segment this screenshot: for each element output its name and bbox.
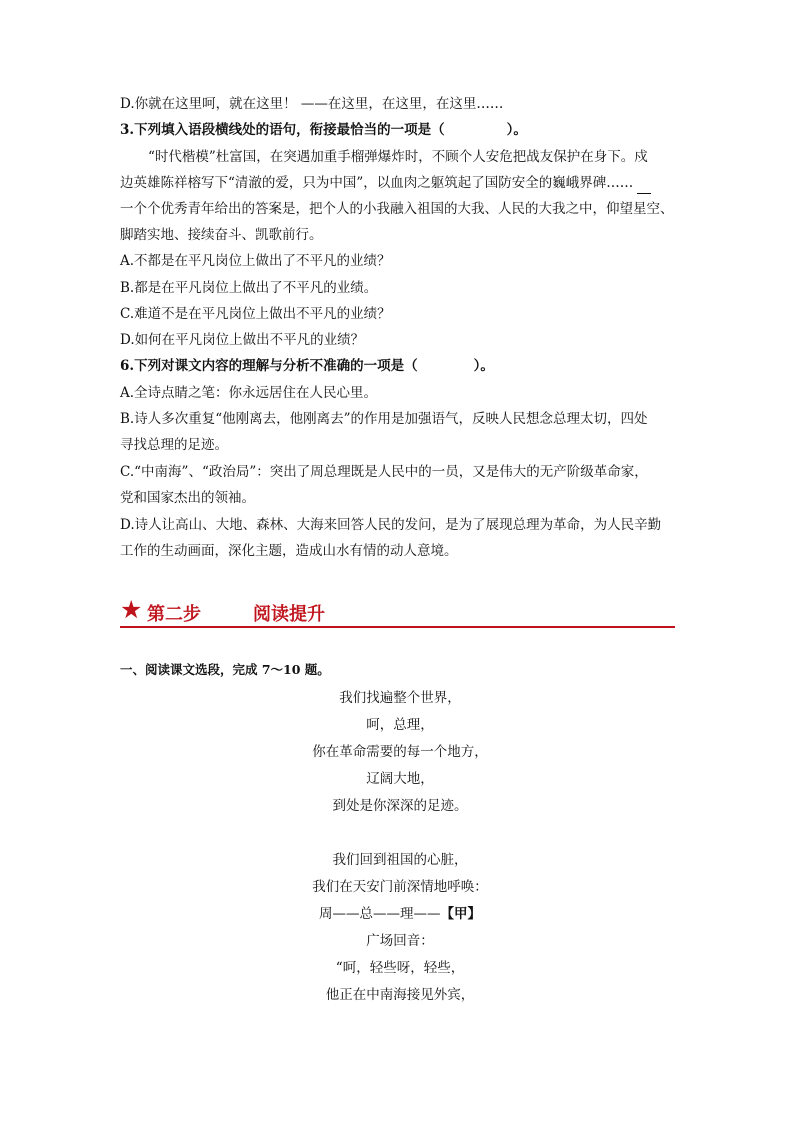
- poem-line: 你在革命需要的每一个地方，: [312, 744, 488, 760]
- question-3-stem-close: ）。: [506, 122, 527, 138]
- question-3-option-c: C.难道不是在平凡岗位上做出不平凡的业绩？: [120, 306, 391, 322]
- prev-option-d: D.你就在这里呵，就在这里！ ——在这里，在这里，在这里……: [120, 96, 504, 112]
- reading-instruction: 一、阅读课文选段，完成 7～10 题。: [120, 662, 330, 677]
- question-3-stem-text: 3.下列填入语段横线处的语句，衔接最恰当的一项是（: [120, 122, 445, 138]
- question-3-passage-text: 边英雄陈祥榕写下“清澈的爱，只为中国”，以血肉之躯筑起了国防安全的巍峨界碑……: [120, 175, 634, 191]
- question-6-option-b-line-2: 寻找总理的足迹。: [120, 437, 228, 453]
- question-6-option-d-line-1: D.诗人让高山、大地、森林、大海来回答人民的发问，是为了展现总理为革命，为人民辛勤: [120, 517, 662, 533]
- poem-line: 辽阔大地，: [366, 771, 434, 787]
- section-title: 阅读提升: [253, 604, 325, 625]
- poem-line: 广场回音：: [366, 933, 434, 949]
- section-header: [120, 596, 675, 628]
- question-3-passage-line-2: [120, 173, 675, 194]
- question-6-stem: [120, 356, 675, 376]
- fill-blank-line: [637, 173, 651, 194]
- poem-line: 呵，总理，: [366, 717, 434, 733]
- poem-line-call: [200, 904, 600, 924]
- question-6-option-d-line-2: 工作的生动画面，深化主题，造成山水有情的动人意境。: [120, 543, 458, 559]
- question-3-stem: [120, 120, 675, 140]
- section-divider: [120, 626, 675, 628]
- question-3-option-a: A.不都是在平凡岗位上做出了不平凡的业绩？: [120, 253, 391, 269]
- question-3-option-d: D.如何在平凡岗位上做出不平凡的业绩？: [120, 332, 365, 348]
- question-3-passage-line-4: 脚踏实地、接续奋斗、凯歌前行。: [120, 227, 323, 243]
- blank-mark-jia: 【甲】: [440, 906, 481, 922]
- poem-line: 我们回到祖国的心脏，: [332, 852, 468, 868]
- poem-line: 我们找遍整个世界，: [339, 690, 461, 706]
- call-text: 周——总——理——: [319, 906, 441, 922]
- question-6-stem-close: ）。: [473, 358, 494, 374]
- poem-line: “呵，轻些呀，轻些，: [335, 960, 465, 976]
- question-6-stem-text: 6.下列对课文内容的理解与分析不准确的一项是（: [120, 358, 418, 374]
- star-icon: ★: [120, 595, 143, 624]
- question-3-option-b: B.都是在平凡岗位上做出了不平凡的业绩。: [120, 280, 378, 296]
- poem-line: 到处是你深深的足迹。: [332, 798, 468, 814]
- question-6-option-a: A.全诗点睛之笔：你永远居住在人民心里。: [120, 385, 378, 401]
- question-6-option-c-line-1: C.“中南海”、“政治局”：突出了周总理既是人民中的一员，又是伟大的无产阶级革命家，: [120, 464, 648, 480]
- poem-line: 我们在天安门前深情地呼唤：: [312, 879, 488, 895]
- poem-line: 他正在中南海接见外宾，: [325, 987, 475, 1003]
- question-3-passage-line-3: 一个个优秀青年给出的答案是，把个人的小我融入祖国的大我、人民的大我之中，仰望星空、: [120, 201, 674, 217]
- section-step: 第二步: [147, 604, 201, 625]
- question-3-passage-line-1: “时代楷模”杜富国，在突遇加重手榴弹爆炸时，不顾个人安危把战友保护在身下。戍: [148, 149, 648, 165]
- question-6-option-b-line-1: B.诗人多次重复“他刚离去，他刚离去”的作用是加强语气，反映人民想念总理太切，四处: [120, 411, 648, 427]
- question-6-option-c-line-2: 党和国家杰出的领袖。: [120, 490, 255, 506]
